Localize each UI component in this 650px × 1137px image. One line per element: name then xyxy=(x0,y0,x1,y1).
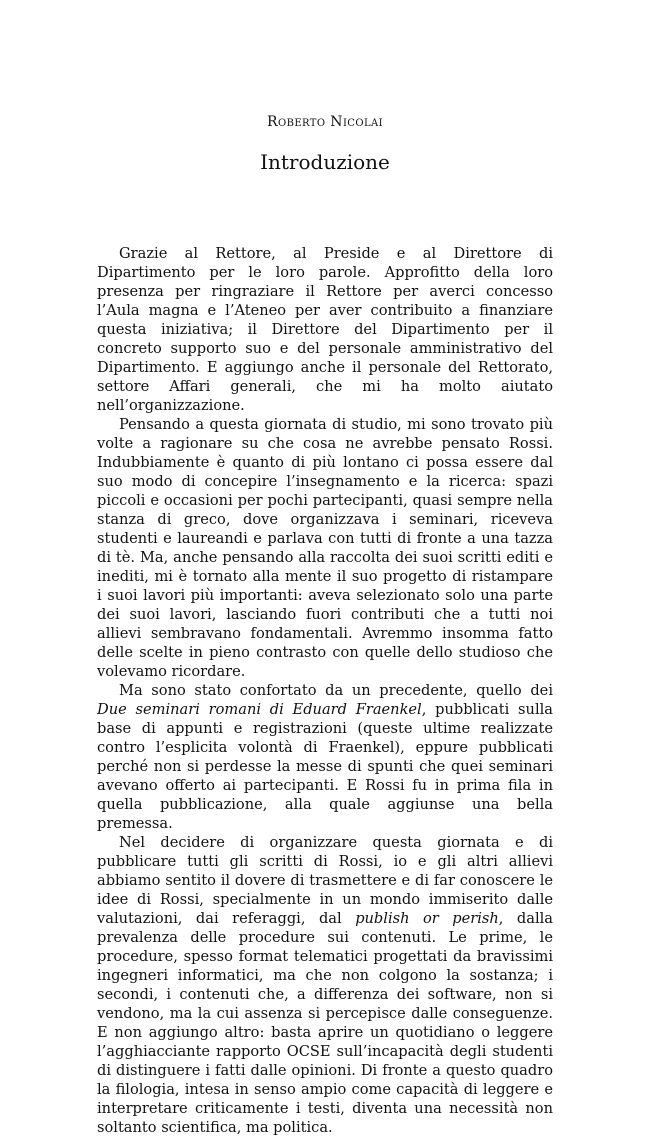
paragraph-2: Pensando a questa giornata di studio, mi sono trovato più volte a ragionare su che cosa ne avrebbe pensato Rossi. Indubbiamente è quanto di più lontano ci possa essere dal suo modo di concepire l’insegnamento e la ricerca: spazi piccoli e occasioni per pochi partecipanti, quasi sempre nella stanza di greco, dove organizzava i seminari, riceveva studenti e laureandi e parlava con tutti di fronte a una tazza di tè. Ma, anche pensando alla raccolta dei suoi scritti editi e inediti, mi è tornato alla mente il suo progetto di ristampare i suoi lavori più importanti: aveva selezionato solo una parte dei suoi lavori, lasciando fuori contributi che a tutti noi allievi sembravano fondamentali. Avremmo insomma fatto delle scelte in pieno contrasto con quelle dello studioso che volevamo ricordare. xyxy=(97,416,553,680)
paragraph-4-text-start: Nel decidere di organizzare questa giornata e di pubblicare tutti gli scritti di Rossi, io e gli altri allievi abbiamo sentito il dovere di trasmettere e di far conoscere le idee di Rossi, specialmente in un mondo immiserito dalle valutazioni, dai referaggi, dal xyxy=(97,834,553,927)
paragraph-3-text-start: Ma sono stato confortato da un precedente, quello dei xyxy=(119,682,553,699)
phrase-italic: publish or perish xyxy=(355,910,499,927)
paragraph-3-text-end: , pubblicati sulla base di appunti e registrazioni (queste ultime realizzate contro l’esplicita volontà di Fraenkel), eppure pubblicati perché non si perdesse la messe di spunti che quei seminari avevano offerto ai partecipanti. E Rossi fu in prima fila in quella pubblicazione, alla quale aggiunse una bella premessa. xyxy=(97,701,553,832)
paragraph-4-text-end: , dalla prevalenza delle procedure sui contenuti. Le prime, le procedure, spesso format telematici progettati da bravissimi ingegneri informatici, ma che non colgono la sostanza; i secondi, i contenuti che, a differenza dei software, non si vendono, ma la cui assenza si percepisce dalle conseguenze. E non aggiungo altro: basta aprire un quotidiano o leggere l’agghiacciante rapporto OCSE sull’incapacità degli studenti di distinguere i fatti dalle opinioni. Di fronte a questo quadro la filologia, intesa in senso ampio come capacità di leggere e interpretare criticamente i testi, diventa una necessità non soltanto scientifica, ma politica. xyxy=(97,910,554,1136)
paragraph-3 xyxy=(97,681,553,833)
chapter-author: Roberto Nicolai xyxy=(267,114,383,130)
book-title-italic: Due seminari romani di Eduard Fraenkel xyxy=(97,701,422,718)
chapter-title: Introduzione xyxy=(260,150,390,174)
paragraph-1: Grazie al Rettore, al Preside e al Direttore di Dipartimento per le loro parole. Approfitto della loro presenza per ringraziare il Rettore per averci concesso l’Aula magna e l’Ateneo per aver contribuito a finanziare questa iniziativa; il Direttore del Dipartimento per il concreto supporto suo e del personale amministrativo del Dipartimento. E aggiungo anche il personale del Rettorato, settore Affari generali, che mi ha molto aiutato nell’organizzazione. xyxy=(97,245,553,414)
body-text xyxy=(97,244,553,1137)
paragraph-4 xyxy=(97,833,553,1137)
